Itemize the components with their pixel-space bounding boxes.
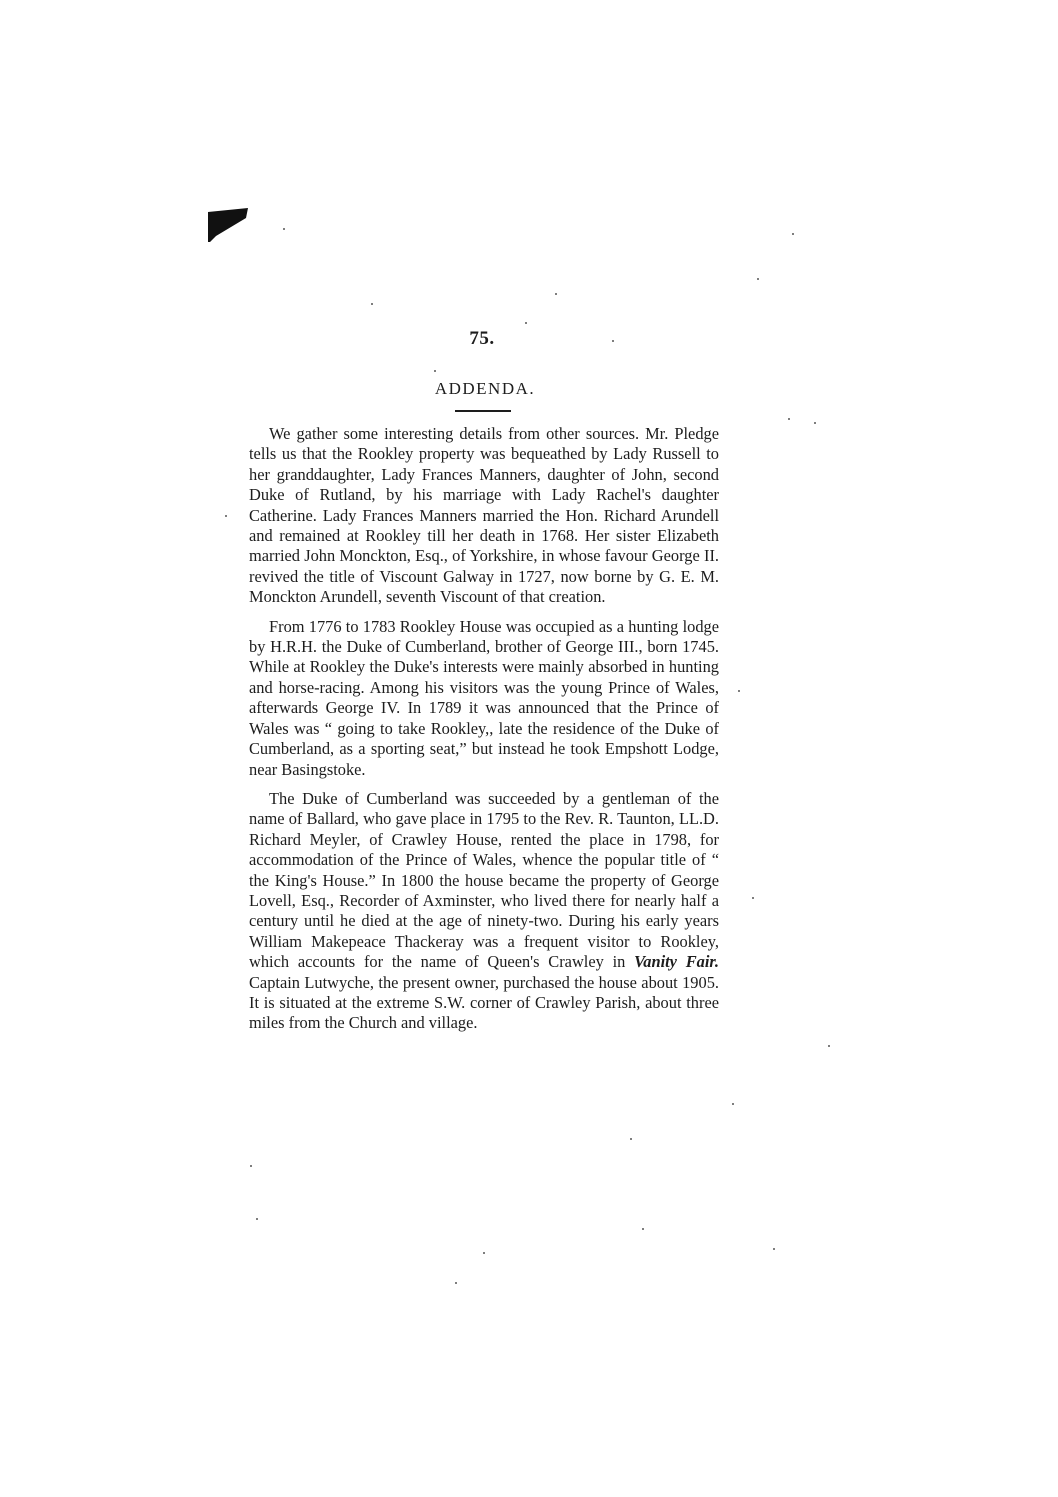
scan-speck <box>250 1165 252 1167</box>
paragraph-3 <box>249 789 719 1034</box>
corner-mark-icon <box>208 208 248 242</box>
scan-speck <box>814 422 816 424</box>
page-heading: ADDENDA. <box>434 379 536 398</box>
scan-speck <box>283 228 285 230</box>
scan-speck <box>525 322 527 324</box>
scan-speck <box>225 515 227 517</box>
scan-speck <box>788 418 790 420</box>
paragraph-3-text: The Duke of Cumberland was succeeded by a gentleman of the name of Ballard, who gave place in 1795 to the Rev. R. Taunton, LL.D. Richard Meyler, of Crawley House, rented the place in 1798, for accommodation of the Prince of Wales, whence the popular title of “ the King's House.” In 1800 the house became the property of George Lovell, Esq., Recorder of Axminster, who lived there for nearly half a century until he died at the age of ninety-two. During his early years William Makepeace Thackeray was a frequent visitor to Rookley, which accounts for the name of Queen's Crawley in <box>249 788 719 972</box>
scan-speck <box>555 293 557 295</box>
book-title: Vanity Fair. <box>634 952 719 972</box>
scan-speck <box>483 1252 485 1254</box>
scan-speck <box>455 1282 457 1284</box>
scan-speck <box>732 1103 734 1105</box>
scan-speck <box>630 1138 632 1140</box>
scan-speck <box>434 370 436 372</box>
scan-speck <box>642 1228 644 1230</box>
paragraph-3-text-end: Captain Lutwyche, the present owner, purchased the house about 1905. It is situated at the extreme S.W. corner of Crawley Parish, about three miles from the Church and village. <box>249 972 719 1033</box>
scan-speck <box>828 1045 830 1047</box>
scan-speck <box>752 897 754 899</box>
scan-speck <box>738 690 740 692</box>
scan-speck <box>371 303 373 305</box>
page-number: 75. <box>469 328 495 349</box>
scan-speck <box>792 233 794 235</box>
scan-speck <box>256 1218 258 1220</box>
scan-speck <box>757 278 759 280</box>
body-text <box>249 424 719 1043</box>
paragraph-1: We gather some interesting details from other sources. Mr. Pledge tells us that the Rookley property was bequeathed by Lady Russell to her granddaughter, Lady Frances Manners, daughter of John, second Duke of Rutland, by his marriage with Lady Rachel's daughter Catherine. Lady Frances Manners married the Hon. Richard Arundell and remained at Rookley till her death in 1768. Her sister Elizabeth married John Monckton, Esq., of Yorkshire, in whose favour George II. revived the title of Viscount Galway in 1727, now borne by G. E. M. Monckton Arundell, seventh Viscount of that creation. <box>249 424 719 607</box>
scan-speck <box>612 340 614 342</box>
heading-rule <box>455 410 511 412</box>
paragraph-2: From 1776 to 1783 Rookley House was occupied as a hunting lodge by H.R.H. the Duke of Cumberland, brother of George III., born 1745. While at Rookley the Duke's interests were mainly absorbed in hunting and horse-racing. Among his visitors was the young Prince of Wales, afterwards George IV. In 1789 it was announced that the Prince of Wales was “ going to take Rookley,, late the residence of the Duke of Cumberland, as a sporting seat,” but instead he took Empshott Lodge, near Basingstoke. <box>249 616 719 779</box>
scan-speck <box>773 1248 775 1250</box>
